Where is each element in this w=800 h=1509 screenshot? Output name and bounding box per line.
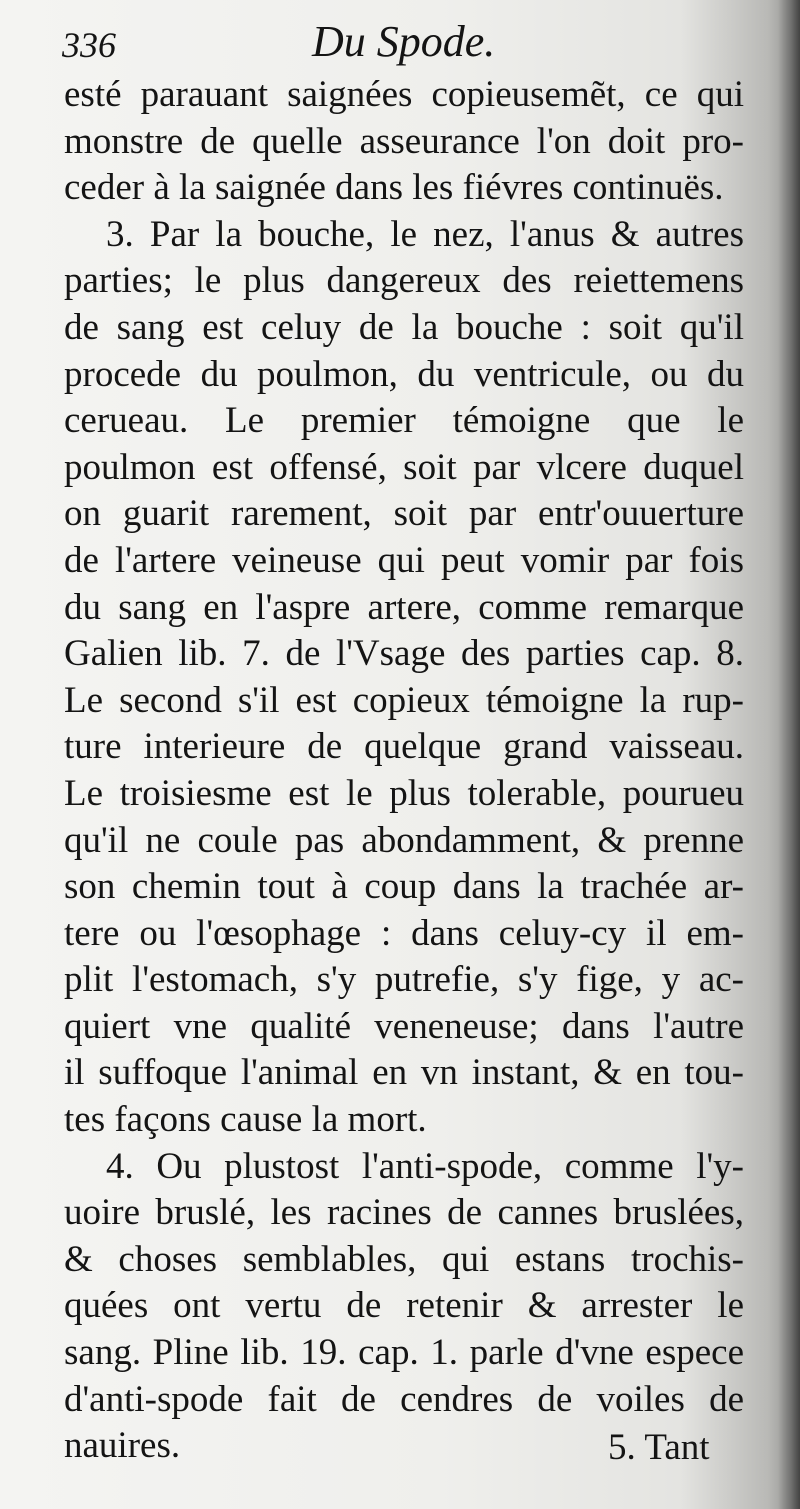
text-line: quiert vne qualité veneneuse; dans l'autre [64, 1005, 744, 1047]
text-line: qu'il ne coule pas abondamment, & prenne [64, 819, 744, 861]
text-line: quées ont vertu de retenir & arrester le [64, 1285, 744, 1327]
text-line: de l'artere veineuse qui peut vomir par fois [64, 539, 744, 581]
page-number: 336 [62, 25, 116, 65]
text-line: esté parauant saignées copieusemẽt, ce qui [64, 74, 744, 115]
text-line: tere ou l'œsophage : dans celuy-cy il em- [64, 912, 744, 954]
text-line: on guarit rarement, soit par entr'ouuerture [64, 493, 744, 535]
text-line: ture interieure de quelque grand vaisseau. [64, 726, 744, 768]
text-line: son chemin tout à coup dans la trachée ar- [64, 866, 744, 908]
running-title: Du Spode. [312, 17, 496, 66]
text-line: Galien lib. 7. de l'Vsage des parties cap. 8. [64, 633, 744, 675]
text-line: Le troisiesme est le plus tolerable, pourueu [64, 772, 744, 814]
text-line: de sang est celuy de la bouche : soit qu'il [64, 306, 744, 348]
text-line: tes façons cause la mort. [64, 1099, 427, 1141]
text-line: poulmon est offensé, soit par vlcere duquel [64, 446, 744, 488]
text-line: procede du poulmon, du ventricule, ou du [64, 353, 744, 395]
text-line: & choses semblables, qui estans trochis- [64, 1238, 744, 1280]
text-line: 4. Ou plustost l'anti-spode, comme l'y- [106, 1145, 744, 1187]
text-line: ceder à la saignée dans les fiévres continuës. [64, 167, 724, 209]
text-line: plit l'estomach, s'y putrefie, s'y fige, y ac- [64, 959, 744, 1001]
text-line: sang. Pline lib. 19. cap. 1. parle d'vne espece [64, 1332, 744, 1374]
text-line: parties; le plus dangereux des reiettemens [64, 260, 744, 302]
text-line: du sang en l'aspre artere, comme remarque [64, 586, 744, 628]
text-line: Le second s'il est copieux témoigne la rup- [64, 679, 744, 721]
page-header [62, 14, 742, 74]
text-line: cerueau. Le premier témoigne que le [64, 400, 744, 442]
catchword: 5. Tant [608, 1427, 710, 1468]
text-line: il suffoque l'animal en vn instant, & en tou- [64, 1052, 744, 1094]
text-line: uoire bruslé, les racines de cannes bruslées, [64, 1192, 744, 1234]
text-line: nauires. [64, 1425, 181, 1467]
text-line: d'anti-spode fait de cendres de voiles de [64, 1378, 744, 1420]
text-line: monstre de quelle asseurance l'on doit pro- [64, 120, 744, 162]
binding-shadow [778, 0, 800, 1509]
text-line: 3. Par la bouche, le nez, l'anus & autres [106, 213, 744, 255]
body-text [64, 72, 744, 1470]
